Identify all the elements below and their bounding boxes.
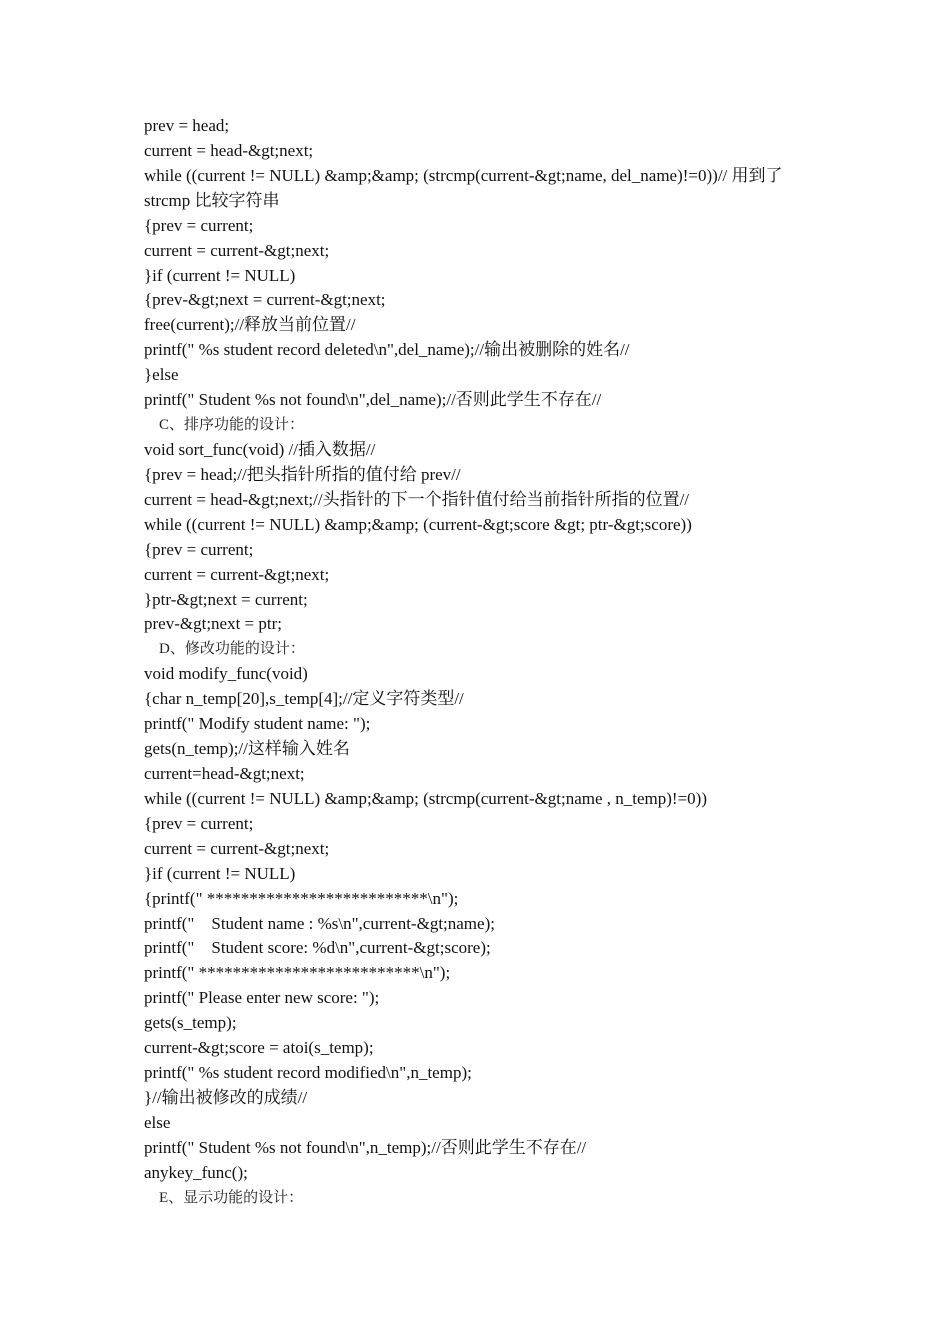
code-line: }if (current != NULL) bbox=[144, 265, 296, 285]
section-heading: E、显示功能的设计： bbox=[159, 1189, 304, 1206]
code-line: {prev-&gt;next = current-&gt;next; bbox=[144, 290, 386, 310]
code-line: current = head-&gt;next;//头指针的下一个指针值付给当前指针所指的位置// bbox=[144, 489, 690, 509]
code-line: {prev = current; bbox=[144, 813, 254, 833]
code-line: }if (current != NULL) bbox=[144, 863, 296, 883]
code-line: gets(n_temp);//这样输入姓名 bbox=[144, 739, 350, 759]
code-line: }else bbox=[144, 365, 179, 385]
code-line: printf(" **************************\n"); bbox=[144, 963, 451, 983]
code-line: printf(" Student name : %s\n",current-&gt;name); bbox=[144, 913, 495, 933]
code-line: {prev = head;//把头指针所指的值付给 prev// bbox=[144, 464, 461, 484]
code-line: printf(" Student %s not found\n",n_temp);//否则此学生不存在// bbox=[144, 1137, 587, 1157]
code-line: void sort_func(void) //插入数据// bbox=[144, 439, 376, 459]
code-line: printf(" Modify student name: "); bbox=[144, 714, 371, 734]
code-line: current = current-&gt;next; bbox=[144, 838, 330, 858]
section-heading: D、修改功能的设计： bbox=[159, 641, 305, 658]
code-line: {char n_temp[20],s_temp[4];//定义字符类型// bbox=[144, 689, 464, 709]
code-line: while ((current != NULL) &amp;&amp; (strcmp(current-&gt;name, del_name)!=0))// 用到了 bbox=[144, 165, 783, 185]
code-line: printf(" Student score: %d\n",current-&gt;score); bbox=[144, 938, 491, 958]
code-line: strcmp 比较字符串 bbox=[144, 190, 280, 210]
code-line: void modify_func(void) bbox=[144, 664, 308, 684]
code-line: prev-&gt;next = ptr; bbox=[144, 614, 283, 634]
code-line: {printf(" **************************\n"); bbox=[144, 888, 459, 908]
code-line: else bbox=[144, 1112, 171, 1132]
section-heading: C、排序功能的设计： bbox=[159, 417, 305, 434]
document-body bbox=[144, 114, 834, 1211]
code-line: free(current);//释放当前位置// bbox=[144, 315, 356, 335]
code-line: prev = head; bbox=[144, 116, 230, 135]
code-line: current = head-&gt;next; bbox=[144, 140, 314, 160]
code-line: current-&gt;score = atoi(s_temp); bbox=[144, 1038, 374, 1058]
code-line: printf(" Please enter new score: "); bbox=[144, 988, 380, 1008]
code-line: gets(s_temp); bbox=[144, 1013, 237, 1033]
code-line: {prev = current; bbox=[144, 539, 254, 559]
code-line: printf(" Student %s not found\n",del_name);//否则此学生不存在// bbox=[144, 390, 602, 410]
code-line: anykey_func(); bbox=[144, 1162, 248, 1182]
code-line: }ptr-&gt;next = current; bbox=[144, 589, 308, 609]
code-line: }//输出被修改的成绩// bbox=[144, 1087, 308, 1107]
code-line: current = current-&gt;next; bbox=[144, 240, 330, 260]
code-line: {prev = current; bbox=[144, 215, 254, 235]
code-line: printf(" %s student record modified\n",n_temp); bbox=[144, 1063, 472, 1083]
code-line: printf(" %s student record deleted\n",del_name);//输出被删除的姓名// bbox=[144, 340, 630, 360]
code-line: while ((current != NULL) &amp;&amp; (strcmp(current-&gt;name , n_temp)!=0)) bbox=[144, 788, 707, 808]
code-line: while ((current != NULL) &amp;&amp; (current-&gt;score &gt; ptr-&gt;score)) bbox=[144, 514, 692, 534]
code-line: current=head-&gt;next; bbox=[144, 763, 305, 783]
code-line: current = current-&gt;next; bbox=[144, 564, 330, 584]
